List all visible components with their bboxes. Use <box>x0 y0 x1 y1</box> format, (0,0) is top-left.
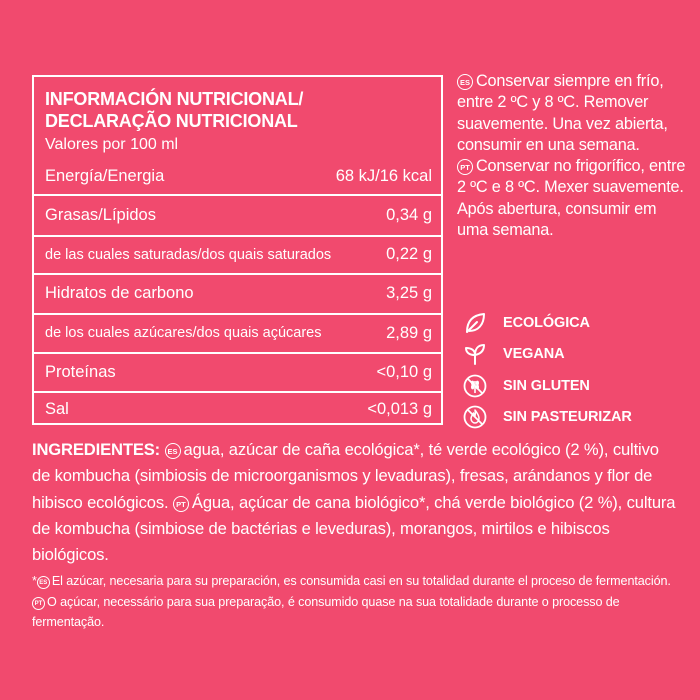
nutrition-row-salt <box>34 394 441 425</box>
nutrition-row-energy <box>34 163 441 190</box>
footnote <box>32 571 677 633</box>
nutrition-header <box>45 88 435 156</box>
nutrition-label: de los cuales azúcares/dos quais açúcares <box>45 325 322 341</box>
nutrition-label: Energía/Energia <box>45 167 165 185</box>
nutrition-title-line2: DECLARAÇÃO NUTRICIONAL <box>45 111 298 131</box>
nutrition-label: Sal <box>45 400 69 418</box>
divider <box>34 194 441 196</box>
storage-text-pt: Conservar no frigorífico, entre 2 ºC e 8 ºC. Mexer suavemente. Após abertura, consumir em uma semana. <box>457 157 686 240</box>
nutrition-value: 2,89 g <box>386 323 432 342</box>
divider <box>34 313 441 315</box>
nutrition-row-protein <box>34 356 441 389</box>
storage-text-es: Conservar siempre en frío, entre 2 ºC y 8 ºC. Remover suavemente. Una vez abierta, consumir en una semana. <box>457 72 668 154</box>
footnote-asterisk: * <box>32 574 37 588</box>
nutrition-value: 3,25 g <box>386 284 432 302</box>
divider <box>34 352 441 354</box>
nutrition-row-saturated <box>34 238 441 271</box>
ingredients-text-pt: Água, açúcar de cana biológico*, chá verde biológico (2 %), cultura de kombucha (simbiose de bactérias e leveduras), morangos, mirtilos e hibiscos biológicos. <box>32 492 676 565</box>
attribute-vegan <box>463 339 693 371</box>
footnote-text-pt: O açúcar, necessário para sua preparação, é consumido quase na sua totalidade durante o processo de fermentação. <box>32 594 620 629</box>
nutrition-value: <0,013 g <box>367 400 432 418</box>
nutrition-row-carbs <box>34 277 441 310</box>
nutrition-label: Grasas/Lípidos <box>45 205 156 224</box>
attribute-label: ECOLÓGICA <box>503 314 590 331</box>
nutrition-per-100ml: Valores por 100 ml <box>45 136 179 153</box>
attribute-gluten-free <box>463 370 693 402</box>
ingredients-section <box>32 437 677 568</box>
divider <box>34 391 441 393</box>
product-attributes <box>463 307 693 433</box>
divider <box>34 235 441 237</box>
nutrition-title-line1: INFORMACIÓN NUTRICIONAL/ <box>45 89 304 109</box>
es-language-icon: ES <box>165 443 181 459</box>
nutrition-row-fat <box>34 198 441 232</box>
nutrition-value: <0,10 g <box>376 363 432 381</box>
nutrition-row-sugars <box>34 316 441 350</box>
es-language-icon: ES <box>37 576 50 589</box>
ingredients-text-es: agua, azúcar de caña ecológica*, té verde ecológico (2 %), cultivo de kombucha (simbiosis de microorganismos y levaduras), fresas, arándanos y flor de hibisco ecológicos. <box>32 440 659 512</box>
sprout-icon <box>463 342 487 366</box>
nutrition-value: 68 kJ/16 kcal <box>335 167 432 185</box>
nutrition-value: 0,22 g <box>386 245 432 263</box>
ingredients-label: INGREDIENTES: <box>32 440 161 459</box>
attribute-unpasteurized <box>463 402 693 434</box>
nutrition-label: Proteínas <box>45 363 116 381</box>
nutrition-label: Hidratos de carbono <box>45 284 194 302</box>
nutrition-table <box>32 75 443 425</box>
wheat-crossed-icon <box>463 374 487 398</box>
footnote-text-es: El azúcar, necesaria para su preparación, es consumida casi en su totalidad durante el proceso de fermentación. <box>51 574 671 588</box>
pt-language-icon: PT <box>32 597 45 610</box>
attribute-label: SIN PASTEURIZAR <box>503 409 632 426</box>
nutrition-value: 0,34 g <box>386 205 432 224</box>
divider <box>34 273 441 275</box>
storage-instructions <box>457 71 687 241</box>
flame-crossed-icon <box>463 405 487 429</box>
pt-language-icon: PT <box>457 159 473 175</box>
nutrition-label: de las cuales saturadas/dos quais saturados <box>45 246 332 263</box>
pt-language-icon: PT <box>173 496 189 512</box>
attribute-label: SIN GLUTEN <box>503 377 590 394</box>
es-language-icon: ES <box>457 74 473 90</box>
leaf-icon <box>463 311 487 335</box>
attribute-label: VEGANA <box>503 346 565 363</box>
attribute-organic <box>463 307 693 339</box>
